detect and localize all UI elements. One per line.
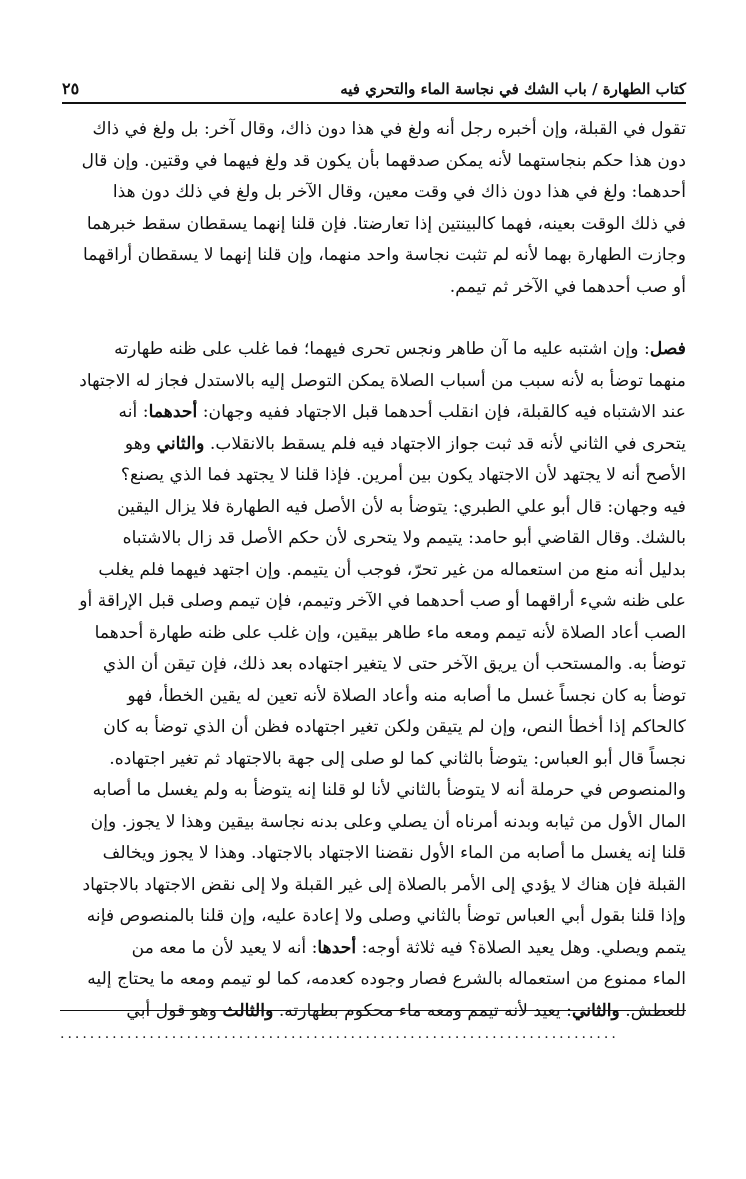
paragraph-2-part-d: : أنه لا يعيد لأن ما معه من الماء ممنوع من استعماله بالشرع فصار وجوده كعدمه، كما لو تيمم ومعه ما يحتاج إليه للعطش. — [87, 937, 686, 1021]
fourth-opinion-label: والثاني — [571, 1000, 620, 1021]
paragraph-2-part-f: وهو قول أبي — [126, 1000, 223, 1021]
paragraph-2-part-b: : أنه يتحرى في الثاني لأنه قد ثبت جواز الاجتهاد فيه فلم يسقط بالانقلاب. — [118, 402, 686, 454]
paragraph-2-part-e: : يعيد لأنه تيمم ومعه ماء محكوم بطهارته. — [273, 1000, 572, 1021]
first-opinion-label: أحدهما — [148, 402, 198, 422]
paragraph-1: تقول في القبلة، وإن أخبره رجل أنه ولغ في هذا دون ذاك، وقال آخر: بل ولغ في ذاك دون هذا حكم بنجاستهما لأنه يمكن صدقهما بأن يكون قد ولغ فيهما في وقتين. وإن قال أحدهما: ولغ في هذا دون ذاك في وقت معين، وقال الآخر بل ولغ في ذلك دون هذا في ذلك الوقت بعينه، فهما كالبينتين إذا تعارضتا. فإن قلنا إنهما يسقطان سقط خبرهما وجازت الطهارة بهما لأنه لم تثبت نجاسة واحد منهما، وإن قلنا إنهما لا يسقطان أراقهما أو صب أحدهما في الآخر ثم تيمم. — [81, 119, 686, 297]
body-text — [60, 114, 686, 1027]
paragraph-2-part-a: : وإن اشتبه عليه ما آن طاهر ونجس تحرى فيهما؛ فما غلب على ظنه طهارته منهما توضأ به لأنه سبب من أسباب الصلاة يمكن التوصل إليه بالاستدل فجاز له الاجتهاد عند الاشتباه فيه كالقبلة، فإن انقلب أحدهما قبل الاجتهاد ففيه وجهان: — [79, 339, 686, 422]
second-opinion-label: والثاني — [156, 433, 205, 454]
running-header — [62, 68, 686, 98]
footnote-dots: ........................................................................... — [60, 1026, 619, 1042]
paragraph-2-part-c: وهو الأصح أنه لا يجتهد لأن الاجتهاد يكون بين أمرين. فإذا قلنا لا يجتهد فما الذي يصنع؟ فيه وجهان: قال أبو علي الطبري: يتوضأ به لأن الأصل فيه الطهارة فلا يزال اليقين بالشك. وقال القاضي أبو حامد: يتيمم ولا يتحرى لأن حكم الأصل قد زال بالاشتباه بدليل أنه منع من استعماله من غير تحرّ، فوجب أن يتيمم. وإن اجتهد فيهما فلم يغلب على ظنه شيء أراقهما أو صب أحدهما في الآخر وتيمم، فإن تيمم وصلى قبل الإراقة أو الصب أعاد الصلاة لأنه تيمم ومعه ماء طاهر بيقين، وإن غلب على ظنه طهارة أحدهما توضأ به. والمستحب أن يريق الآخر حتى لا يتغير اجتهاده بعد ذلك، فإن تيقن أن الذي توضأ به كان نجساً غسل ما أصابه منه وأعاد الصلاة لأنه تعين له يقين الخطأ، فهو كالحاكم إذا أخطأ النص، وإن لم يتيقن ولكن تغير اجتهاده فظن أن الذي توضأ به كان نجساً قال أبو العباس: يتوضأ بالثاني كما لو صلى إلى جهة بالاجتهاد ثم تغير اجتهاده. والمنصوص في حرملة أنه لا يتوضأ بالثاني لأنا لو قلنا إنه يتوضأ به ولم يغسل ما أصابه المال الأول من ثيابه وبدنه أمرناه أن يصلي وعلى بدنه نجاسة بيقين وهذا لا يجوز. وإن قلنا إنه يغسل ما أصابه من الماء الأول نقضنا الاجتهاد بالاجتهاد. وهذا لا يجوز ويخالف القبلة فإن هناك لا يؤدي إلى الأمر بالصلاة إلى غير القبلة ولا إلى نقض الاجتهاد بالاجتهاد وإذا قلنا بقول أبي العباس توضأ بالثاني وصلى ولا إعادة عليه، وإن قلنا بالمنصوص فإنه يتمم ويصلي. وهل يعيد الصلاة؟ فيه ثلاثة أوجه: — [79, 433, 686, 958]
paragraph-2 — [60, 334, 686, 1027]
section-lead-word: فصل — [649, 339, 686, 359]
header-title: كتاب الطهارة / باب الشك في نجاسة الماء والتحري فيه — [340, 80, 686, 98]
fifth-opinion-label: والثالث — [222, 1000, 274, 1021]
third-opinion-label: أحدها — [317, 937, 357, 958]
footnote-rule — [60, 1010, 686, 1011]
header-rule — [62, 102, 686, 104]
page-number: ٢٥ — [62, 79, 80, 98]
